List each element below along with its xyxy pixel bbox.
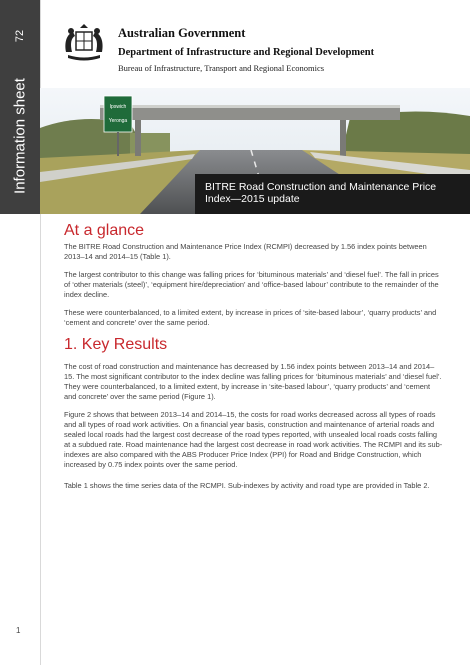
glance-paragraph-1: The BITRE Road Construction and Maintenance Price Index (RCMPI) decreased by 1.56 index points between 2013–14 and 2014–15 (Table 1). — [64, 242, 427, 261]
sheet-number: 72 — [14, 29, 26, 43]
bureau-title: Bureau of Infrastructure, Transport and Regional Economics — [118, 63, 325, 73]
glance-paragraph-2-wrap — [64, 270, 444, 300]
results-paragraph-1-wrap — [64, 362, 444, 402]
results-paragraph-2: Figure 2 shows that between 2013–14 and 2014–15, the costs for road works decreased across all types of roads and all types of road work activities. On a financial year basis, construction and maintenance of arterial roads and sealed local roads had the largest cost decrease of the road types reported, with unsealed local roads costs falling at a subdued rate. Road maintenance had the largest cost decrease in road work activities. The RCMPI and its sub-indexes are also compared with the ABS Producer Price Index (PPI) for Road and Bridge Construction, which increased by 0.75 index points over the same period. — [64, 410, 443, 469]
glance-paragraph-3-wrap — [64, 308, 444, 328]
glance-paragraph-1-wrap — [64, 242, 444, 262]
glance-paragraph-2: The largest contributor to this change was falling prices for ‘bituminous materials’ and ‘diesel fuel’. The fall in prices of ‘other materials (steel)’, ‘equipment hire/depreciation’ and ‘office-based labour’ contribute to the remainder of the index decline. — [64, 270, 439, 299]
results-paragraph-2-wrap — [64, 410, 444, 470]
results-paragraph-3: Table 1 shows the time series data of the RCMPI. Sub-indexes by activity and road type are provided in Table 2. — [64, 481, 430, 490]
sheet-label: Information sheet — [11, 78, 29, 194]
coat-of-arms-icon — [60, 22, 108, 64]
glance-paragraph-3: These were counterbalanced, to a limited extent, by increase in prices of ‘site-based labour’, ‘quarry products’ and ‘cement and concrete’ over the same period. — [64, 308, 437, 327]
government-title: Australian Government — [118, 26, 246, 40]
section-heading-results: 1. Key Results — [64, 336, 168, 353]
at-a-glance-section — [64, 222, 444, 240]
sign-text-bottom: Yeronga — [108, 118, 128, 124]
section-heading-glance: At a glance — [64, 222, 145, 239]
key-results-section — [64, 336, 444, 354]
results-paragraph-1: The cost of road construction and maintenance has decreased by 1.56 index points between 2013–14 and 2014–15. The most significant contributor to the index decline was falling prices for ‘bituminous materials’ and ‘diesel fuel’. They were counterbalanced, to a limited extent, by increase in ‘site-based labour’, ‘quarry products’ and ‘cement and concrete’ over the same period (Figure 1). — [64, 362, 442, 401]
department-title: Department of Infrastructure and Regional Development — [118, 47, 375, 58]
page-number: 1 — [16, 626, 21, 635]
document-title-line-1: BITRE Road Construction and Maintenance Price — [205, 181, 437, 193]
document-title-line-2: Index—2015 update — [205, 193, 300, 205]
results-paragraph-3-wrap — [64, 481, 444, 491]
document-title-box — [195, 174, 470, 214]
sign-text-top: Ipswich — [109, 104, 127, 110]
